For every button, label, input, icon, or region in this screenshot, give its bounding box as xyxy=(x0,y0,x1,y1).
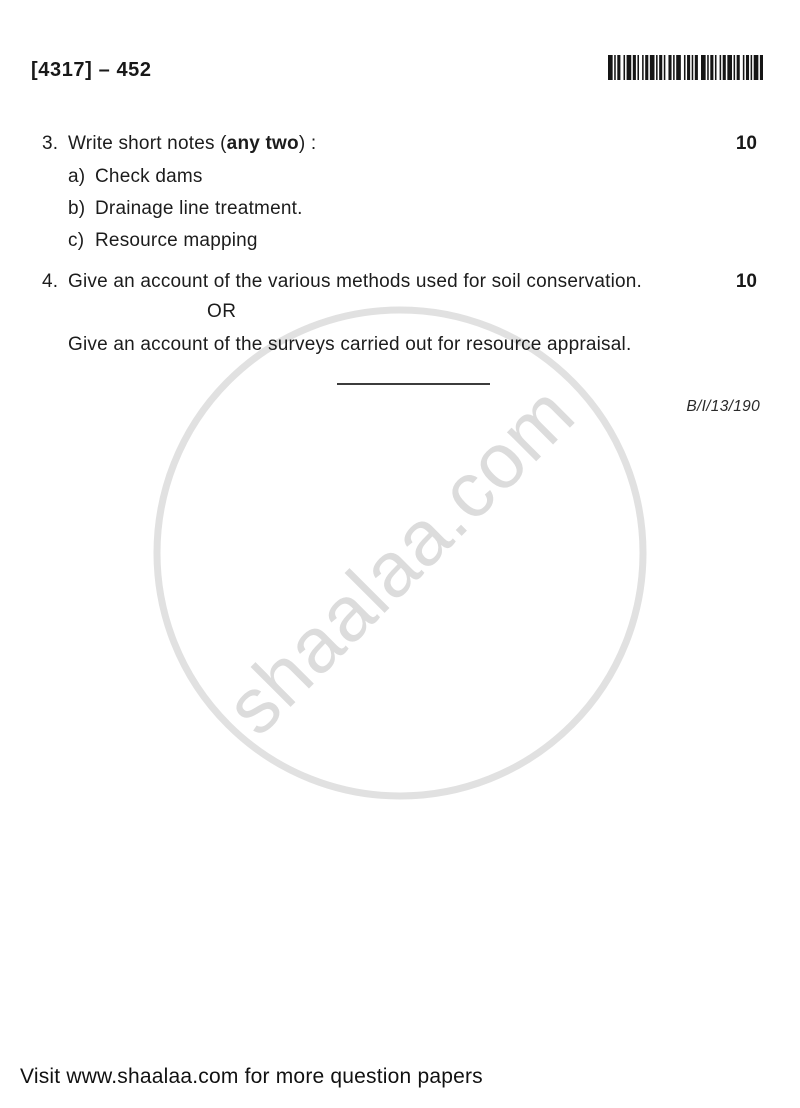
sub-item-b-text: Drainage line treatment. xyxy=(95,198,303,219)
barcode-image xyxy=(608,55,763,80)
sub-item-c-text: Resource mapping xyxy=(95,230,258,251)
sub-item-a xyxy=(68,166,203,188)
question-4-text: Give an account of the various methods used for soil conservation. xyxy=(68,271,643,292)
sub-item-c-label: c) xyxy=(68,230,85,251)
question-4-number: 4. xyxy=(42,271,59,292)
question-4-marks: 10 xyxy=(735,271,757,292)
sub-item-b-label: b) xyxy=(68,198,86,219)
question-3-marks: 10 xyxy=(735,133,757,154)
watermark-text: shaalaa.com xyxy=(208,368,592,752)
question-3-row xyxy=(42,133,316,155)
document-reference: B/I/13/190 xyxy=(686,398,760,415)
question-4-row xyxy=(42,271,642,293)
separator-line xyxy=(337,383,490,385)
question-3-number: 3. xyxy=(42,133,59,154)
question-4-alt-row xyxy=(68,334,631,356)
question-4-alt-text: Give an account of the surveys carried out for resource appraisal. xyxy=(68,334,632,355)
question-3-title-post: ) : xyxy=(298,133,317,154)
footer-note: Visit www.shaalaa.com for more question papers xyxy=(20,1065,483,1088)
paper-code: [4317] – 452 xyxy=(31,59,152,81)
sub-item-a-text: Check dams xyxy=(95,166,203,187)
question-3-title-pre: Write short notes ( xyxy=(68,133,227,154)
sub-item-b xyxy=(68,198,303,220)
or-label: OR xyxy=(207,301,237,322)
sub-item-c xyxy=(68,230,258,252)
sub-item-a-label: a) xyxy=(68,166,86,187)
question-3-title-bold: any two xyxy=(226,133,299,154)
